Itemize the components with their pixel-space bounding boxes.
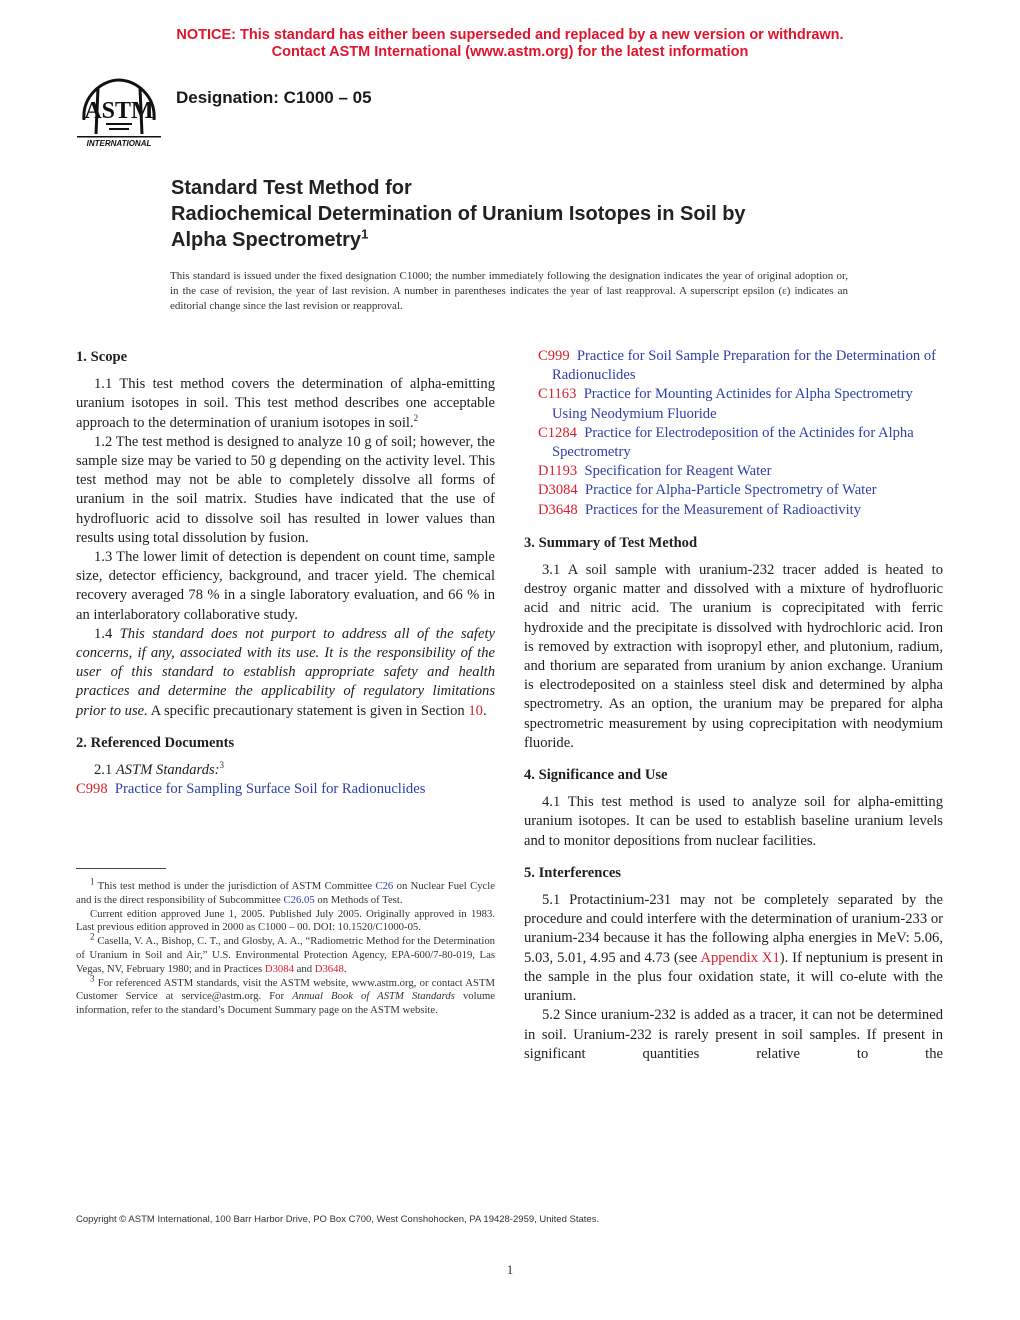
superseded-notice (0, 27, 1020, 61)
left-column (76, 336, 495, 799)
para-1-2: 1.2 The test method is designed to analyze 10 g of soil; however, the sample size may be varied to 50 g depending on the activity level. This test method may not be able to completely dissolve all forms of uranium in the soil matrix. Studies have indicated that the use of hydrofluoric acid to dissolve soil has resulted in lower values than results using total dissolution by fusion. (76, 433, 495, 546)
ref-code[interactable]: C1163 (538, 386, 577, 403)
ref-code[interactable]: C1284 (538, 424, 577, 441)
logo-letters: ASTM (84, 98, 154, 124)
astm-logo (76, 74, 162, 152)
ref-c998[interactable] (76, 780, 495, 799)
footnote-2: $^2$ Casella, V. A., Bishop, C. T., and Glosby, A. A., “Radiometric Method for the Determination of Uranium in Soil and Air,” U.S. Environmental Protection Agency, EPA-600/7-80-019, Las Vegas, NV, February 1980; and in Practices D3084 and D3648. (76, 931, 496, 975)
title-line-2: Radiochemical Determination of Uranium Isotopes in Soil by (171, 203, 746, 225)
title-line-1: Standard Test Method for (171, 177, 412, 199)
appendix-x1-link[interactable]: Appendix X1 (700, 949, 780, 966)
para-3-1: 3.1 A soil sample with uranium-232 tracer added is heated to destroy organic matter and dissolved with a mixture of hydrofluoric acid and nitric acid. The uranium is coprecipitated with ferric hydroxide and the precipitate is dissolved with hydrochloric acid. Iron is removed by extraction with isopropyl ether, and plutonium, radium, and thorium are separated from uranium by anion exchange. Uranium is electrodeposited on a stainless steel disk and determined by alpha spectrometry. As an option, the uranium may be prepared for alpha spectrometric measurement by using coprecipitation with neodymium fluoride. (524, 562, 943, 751)
section-1-heading: 1. Scope (76, 349, 128, 365)
notice-line-2: Contact ASTM International (www.astm.org) for the latest information (271, 44, 749, 60)
issuance-statement: This standard is issued under the fixed designation C1000; the number immediately following the designation indicates the year of original adoption or, in the case of revision, the year of last revision. A number in parentheses indicates the year of last reapproval. A superscript epsilon (ε) indicates an editorial change since the last revision or reapproval. (170, 270, 848, 312)
footnote-1: $^1$ This test method is under the jurisdiction of ASTM Committee C26 on Nuclear Fuel Cycle and is the direct responsibility of Subcommittee C26.05 on Methods of Test. (76, 876, 495, 906)
d3648-link[interactable]: D3648 (314, 962, 344, 975)
ref-title[interactable]: Practice for Soil Sample Preparation for the Determination of Radionuclides (552, 348, 936, 384)
ref-title[interactable]: Specification for Reagent Water (584, 463, 772, 480)
astm-logo-icon (76, 74, 162, 152)
footnote-3: $^3$ For referenced ASTM standards, visit the ASTM website, www.astm.org, or contact ASTM Customer Service at service@astm.org. For Annual Book of ASTM Standards volume information, refer to the standard’s Document Summary page on the ASTM website. (76, 973, 496, 1017)
title-footnote-mark: 1 (361, 226, 369, 242)
ref-title[interactable]: Practice for Electrodeposition of the Actinides for Alpha Spectrometry (552, 424, 914, 461)
ref-title[interactable]: Practices for the Measurement of Radioactivity (585, 501, 862, 518)
designation: Designation: C1000 – 05 (176, 88, 372, 107)
para-2-1: 2.1 ASTM Standards:$^3$ (94, 760, 225, 779)
ref-code[interactable]: D1193 (538, 463, 578, 480)
footnote-1-edition: Current edition approved June 1, 2005. Published July 2005. Originally approved in 1983. Last previous edition approved in 2000 as C1000 – 00. DOI: 10.1520/C1000-05. (76, 907, 495, 934)
para-1-3: 1.3 The lower limit of detection is dependent on count time, sample size, detector efficiency, background, and tracer yield. The chemical recovery averaged 78 % in a single laboratory evaluation, and 66 % in an interlaboratory collaborative study. (76, 549, 495, 623)
ref-code[interactable]: D3648 (538, 501, 578, 518)
para-1-4: 1.4 This standard does not purport to address all of the safety concerns, if any, associated with its use. It is the responsibility of the user of this standard to establish appropriate safety and health practices and determine the applicability of regulatory limitations prior to use. A specific precautionary statement is given in Section 10. (76, 625, 495, 719)
para-5-2: 5.2 Since uranium-232 is added as a tracer, it can not be determined in soil. Uranium-232 is rarely present in soil samples. If present in significant quantities relative to the (524, 1007, 943, 1062)
section-3-heading: 3. Summary of Test Method (524, 534, 698, 551)
ref-d1193[interactable] (524, 462, 943, 481)
logo-word: INTERNATIONAL (86, 139, 152, 148)
ref-title[interactable]: Practice for Alpha-Particle Spectrometry of Water (585, 482, 877, 499)
ref-title[interactable]: Practice for Sampling Surface Soil for Radionuclides (114, 781, 426, 798)
document-title (171, 175, 931, 253)
footnote-divider (76, 868, 166, 869)
section-10-link[interactable]: 10 (468, 702, 483, 719)
para-5-1: 5.1 Protactinium-231 may not be completely separated by the procedure and could interfere with the determination of uranium-233 or uranium-234 because it has the following alpha energies in MeV: 5.06, 5.03, 5.01, 4.95 and 4.73 (see Appendix X1). If neptunium is present in the sample in the plus four oxidation state, it will co-elute with the uranium. (524, 892, 944, 1005)
section-5-heading: 5. Interferences (524, 864, 621, 881)
ref-code[interactable]: C998 (76, 781, 108, 798)
section-2-heading: 2. Referenced Documents (76, 734, 235, 751)
ref-d3084[interactable] (524, 481, 943, 500)
footnotes (76, 876, 496, 1018)
ref-title[interactable]: Practice for Mounting Actinides for Alpha Spectrometry Using Neodymium Fluoride (552, 386, 913, 422)
ref-c999[interactable] (524, 347, 943, 385)
ref-c1163[interactable] (524, 385, 943, 423)
section-4-heading: 4. Significance and Use (524, 767, 668, 784)
subcommittee-link[interactable]: C26.05 (283, 893, 315, 906)
title-line-3: Alpha Spectrometry (171, 229, 362, 251)
page-number: 1 (506, 1262, 514, 1277)
para-1-1: 1.1 This test method covers the determination of alpha-emitting uranium isotopes in soil. This test method describes one acceptable approach to the determination of uranium isotopes in soil.$^2$ (76, 376, 495, 431)
d3084-link[interactable]: D3084 (264, 962, 294, 975)
ref-c1284[interactable] (524, 424, 943, 462)
copyright: Copyright © ASTM International, 100 Barr Harbor Drive, PO Box C700, West Conshohocken, PA 19428-2959, United States. (76, 1214, 600, 1225)
right-column (524, 347, 943, 1064)
committee-link[interactable]: C26 (375, 880, 394, 892)
para-4-1: 4.1 This test method is used to analyze soil for alpha-emitting uranium isotopes. It can be used to establish baseline uranium levels and to monitor depositions from nuclear facilities. (524, 794, 943, 849)
ref-code[interactable]: D3084 (538, 482, 578, 499)
notice-line-1: NOTICE: This standard has either been superseded and replaced by a new version or withdrawn. (176, 27, 844, 43)
ref-code[interactable]: C999 (538, 348, 570, 364)
ref-d3648[interactable] (524, 501, 943, 520)
